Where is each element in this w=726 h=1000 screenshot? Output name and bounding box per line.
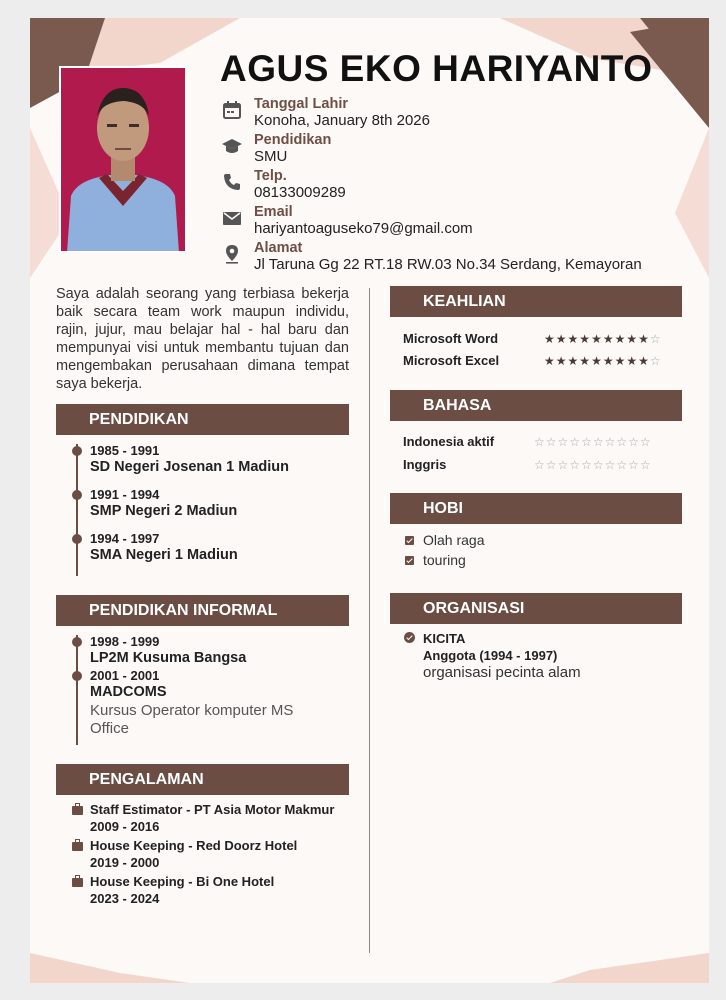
info-value: SMU (254, 148, 288, 165)
star-empty-icon: ☆ (628, 458, 640, 472)
experience-role: House Keeping - Red Doorz Hotel (90, 838, 298, 853)
timeline-dot (72, 490, 82, 500)
star-empty-icon: ☆ (649, 332, 662, 346)
star-filled-icon: ★ (591, 332, 603, 346)
calendar-icon (222, 100, 242, 120)
skill-rating (544, 332, 662, 346)
info-label: Pendidikan (254, 132, 332, 148)
organization-name: KICITA (423, 631, 466, 646)
mail-icon (222, 208, 242, 228)
star-empty-icon: ☆ (604, 458, 617, 472)
education-school: SMP Negeri 2 Madiun (90, 503, 238, 519)
language-rating (534, 458, 652, 472)
star-empty-icon: ☆ (616, 435, 629, 449)
star-filled-icon: ★ (614, 332, 627, 346)
info-birthdate (222, 96, 682, 132)
briefcase-icon (72, 878, 83, 887)
education-school: SMA Negeri 1 Madiun (90, 547, 238, 563)
checkbox-icon (405, 556, 414, 565)
star-filled-icon: ★ (544, 354, 556, 368)
section-header-bahasa: BAHASA (390, 390, 682, 421)
star-empty-icon: ☆ (592, 458, 605, 472)
informal-name: LP2M Kusuma Bangsa (90, 650, 247, 666)
education-years: 1994 - 1997 (90, 531, 160, 546)
star-filled-icon: ★ (544, 332, 556, 346)
hobby-item: Olah raga (423, 532, 485, 548)
info-label: Alamat (254, 240, 303, 256)
star-filled-icon: ★ (591, 354, 603, 368)
language-name: Inggris (403, 457, 447, 472)
star-empty-icon: ☆ (616, 458, 629, 472)
info-education (222, 132, 682, 168)
star-empty-icon: ☆ (545, 458, 558, 472)
star-filled-icon: ★ (602, 354, 615, 368)
info-value: Konoha, January 8th 2026 (254, 112, 430, 129)
star-filled-icon: ★ (567, 354, 580, 368)
section-header-pendidikan: PENDIDIKAN (56, 404, 349, 435)
star-filled-icon: ★ (626, 332, 639, 346)
full-name: AGUS EKO HARIYANTO (220, 48, 653, 89)
graduation-cap-icon (222, 136, 242, 156)
informal-years: 2001 - 2001 (90, 668, 160, 683)
info-label: Email (254, 204, 293, 220)
section-header-organisasi: ORGANISASI (390, 593, 682, 624)
column-divider (369, 288, 370, 953)
star-empty-icon: ☆ (534, 435, 546, 449)
info-address (222, 240, 682, 276)
location-pin-icon (222, 244, 242, 264)
star-empty-icon: ☆ (545, 435, 558, 449)
info-email (222, 204, 682, 240)
education-school: SD Negeri Josenan 1 Madiun (90, 459, 290, 475)
star-empty-icon: ☆ (604, 435, 617, 449)
star-empty-icon: ☆ (581, 458, 593, 472)
star-empty-icon: ☆ (639, 435, 652, 449)
timeline-dot (72, 446, 82, 456)
language-rating (534, 435, 652, 449)
resume-page (30, 18, 709, 983)
experience-role: House Keeping - Bi One Hotel (90, 874, 275, 889)
organization-role: Anggota (1994 - 1997) (423, 648, 558, 663)
timeline-line (76, 444, 78, 576)
check-circle-icon (404, 632, 415, 643)
about-paragraph: Saya adalah seorang yang terbiasa bekerja baik secara team work maupun individu, rajin, jujur, mau belajar hal - hal baru dan mempunyai visi untuk membantu tujuan dan mengembakan perusahaan dimana tempat saya bekerja. (56, 286, 349, 392)
star-empty-icon: ☆ (592, 435, 605, 449)
briefcase-icon (72, 842, 83, 851)
timeline-line (76, 635, 78, 745)
checkbox-icon (405, 536, 414, 545)
timeline-dot (72, 671, 82, 681)
info-value: Jl Taruna Gg 22 RT.18 RW.03 No.34 Serdang, Kemayoran (254, 256, 642, 273)
education-years: 1991 - 1994 (90, 487, 160, 502)
photo-frame (59, 66, 187, 253)
star-filled-icon: ★ (638, 354, 650, 368)
section-header-hobi: HOBI (390, 493, 682, 524)
experience-years: 2009 - 2016 (90, 819, 160, 834)
hobby-item: touring (423, 552, 466, 568)
star-filled-icon: ★ (614, 354, 627, 368)
experience-role: Staff Estimator - PT Asia Motor Makmur (90, 802, 335, 817)
star-filled-icon: ★ (626, 354, 639, 368)
star-filled-icon: ★ (555, 332, 568, 346)
star-filled-icon: ★ (638, 332, 650, 346)
skill-rating (544, 354, 662, 368)
info-label: Telp. (254, 168, 287, 184)
timeline-dot (72, 637, 82, 647)
star-empty-icon: ☆ (557, 458, 570, 472)
info-phone (222, 168, 682, 204)
skill-name: Microsoft Word (403, 331, 499, 346)
section-header-informal: PENDIDIKAN INFORMAL (56, 595, 349, 626)
experience-years: 2019 - 2000 (90, 855, 160, 870)
organization-description: organisasi pecinta alam (423, 664, 581, 681)
star-empty-icon: ☆ (569, 435, 582, 449)
star-empty-icon: ☆ (628, 435, 640, 449)
star-filled-icon: ★ (555, 354, 568, 368)
star-filled-icon: ★ (579, 354, 592, 368)
star-empty-icon: ☆ (557, 435, 570, 449)
section-header-keahlian: KEAHLIAN (390, 286, 682, 317)
briefcase-icon (72, 806, 83, 815)
education-years: 1985 - 1991 (90, 443, 160, 458)
skill-name: Microsoft Excel (403, 353, 500, 368)
phone-icon (222, 172, 242, 192)
star-empty-icon: ☆ (639, 458, 652, 472)
informal-description: Kursus Operator komputer MS Office (90, 702, 294, 737)
timeline-dot (72, 534, 82, 544)
star-filled-icon: ★ (579, 332, 592, 346)
info-value: 08133009289 (254, 184, 346, 201)
profile-photo (59, 66, 187, 253)
info-label: Tanggal Lahir (254, 96, 348, 112)
star-empty-icon: ☆ (569, 458, 582, 472)
informal-name: MADCOMS (90, 684, 167, 700)
info-value: hariyantoaguseko79@gmail.com (254, 220, 473, 237)
star-empty-icon: ☆ (581, 435, 593, 449)
star-filled-icon: ★ (567, 332, 580, 346)
experience-years: 2023 - 2024 (90, 891, 160, 906)
section-header-pengalaman: PENGALAMAN (56, 764, 349, 795)
informal-years: 1998 - 1999 (90, 634, 160, 649)
star-empty-icon: ☆ (649, 354, 662, 368)
star-empty-icon: ☆ (534, 458, 546, 472)
star-filled-icon: ★ (602, 332, 615, 346)
language-name: Indonesia aktif (403, 434, 495, 449)
